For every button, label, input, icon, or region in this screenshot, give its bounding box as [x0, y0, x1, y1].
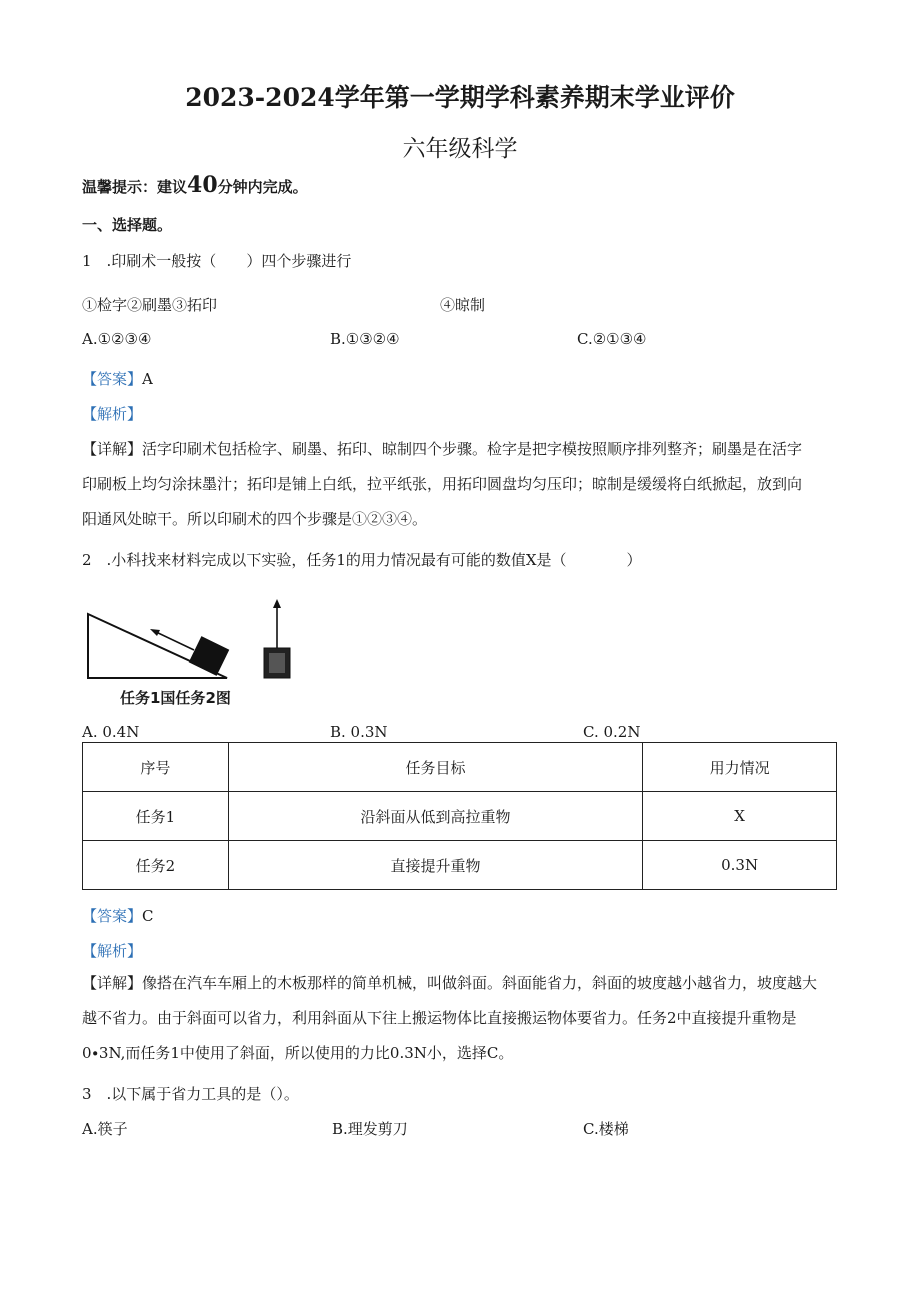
- incline-block: [189, 637, 228, 675]
- q1-option-a: A.①②③④: [82, 330, 152, 348]
- time-tip-suffix: 分钟内完成。: [217, 178, 308, 196]
- detail-tag: 【详解】: [82, 440, 143, 458]
- table-cell: X: [643, 792, 837, 841]
- q2-figure-label: 任务1国任务2图: [120, 689, 231, 707]
- table-row: [83, 841, 837, 890]
- answer-value: C: [142, 907, 154, 925]
- q3-option-a: A.筷子: [82, 1120, 128, 1138]
- incline-force-arrow-head: [150, 629, 160, 636]
- q1-steps-b: ④晾制: [440, 296, 486, 314]
- q2-option-a: A. 0.4N: [82, 723, 140, 741]
- q1-detail-line: 阳通风处晾干。所以印刷术的四个步骤是①②③④。: [82, 510, 428, 528]
- detail-text: 像搭在汽车车厢上的木板那样的简单机械，叫做斜面。斜面能省力，斜面的坡度越小越省力，坡度越大: [142, 974, 818, 992]
- q3-option-b: B.理发剪刀: [332, 1120, 408, 1138]
- table-cell: 任务2: [83, 841, 229, 890]
- q1-detail-line: [82, 432, 842, 467]
- table-header-row: [83, 743, 837, 792]
- q1-stem: 1 .印刷术一般按（ ）四个步骤进行: [82, 252, 352, 270]
- time-tip: [82, 172, 308, 198]
- q2-option-b: B. 0.3N: [330, 723, 388, 741]
- q1-option-b: B.①③②④: [330, 330, 400, 348]
- table-row: [83, 792, 837, 841]
- q2-detail-line: 越不省力。由于斜面可以省力，利用斜面从下往上搬运物体比直接搬运物体要省力。任务2中直接提升重物是: [82, 1009, 797, 1027]
- q1-option-c: C.②①③④: [577, 330, 647, 348]
- page-subtitle: 六年级科学: [402, 136, 518, 162]
- q1-detail: [82, 432, 842, 537]
- table-cell: 任务1: [83, 792, 229, 841]
- table-cell: 沿斜面从低到高拉重物: [228, 792, 642, 841]
- q2-option-c: C. 0.2N: [583, 723, 641, 741]
- q3-option-c: C.楼梯: [583, 1120, 629, 1138]
- table-header-cell: 用力情况: [643, 743, 837, 792]
- section-heading: 一、选择题。: [82, 216, 173, 234]
- detail-text: 活字印刷术包括检字、刷墨、拓印、晾制四个步骤。检字是把字模按照顺序排列整齐；刷墨是在活字: [142, 440, 803, 458]
- q1-analysis-tag: 【解析】: [82, 405, 143, 423]
- q2-analysis-tag: 【解析】: [82, 942, 143, 960]
- q2-stem: 2 .小科找来材料完成以下实验，任务1的用力情况最有可能的数值X是（ ）: [82, 551, 642, 569]
- lift-block-inner: [269, 653, 285, 673]
- q2-detail: [82, 966, 847, 1071]
- q1-steps-a: ①检字②刷墨③拓印: [82, 296, 218, 314]
- page-title: 2023-2024学年第一学期学科素养期末学业评价: [185, 83, 735, 112]
- lift-force-arrow-head: [273, 599, 281, 608]
- q2-detail-line: 0∙3N,而任务1中使用了斜面，所以使用的力比0.3N小，选择C。: [82, 1044, 514, 1062]
- answer-value: A: [142, 370, 153, 388]
- q2-figure: [82, 596, 312, 686]
- answer-tag: 【答案】: [82, 907, 143, 925]
- q1-answer: [82, 368, 153, 389]
- q2-detail-line: [82, 966, 847, 1001]
- time-tip-minutes: 40: [187, 172, 218, 198]
- table-cell: 0.3N: [643, 841, 837, 890]
- table-header-cell: 任务目标: [228, 743, 642, 792]
- table-header-cell: 序号: [83, 743, 229, 792]
- answer-tag: 【答案】: [82, 370, 143, 388]
- time-tip-prefix: 温馨提示：建议: [82, 178, 188, 196]
- q2-table: [82, 742, 837, 890]
- detail-tag: 【详解】: [82, 974, 143, 992]
- q3-stem: 3 .以下属于省力工具的是（）。: [82, 1085, 299, 1103]
- table-cell: 直接提升重物: [228, 841, 642, 890]
- q2-answer: [82, 905, 154, 926]
- q1-detail-line: 印刷板上均匀涂抹墨汁；拓印是铺上白纸，拉平纸张，用拓印圆盘均匀压印；晾制是缓缓将白纸掀起，放到向: [82, 475, 803, 493]
